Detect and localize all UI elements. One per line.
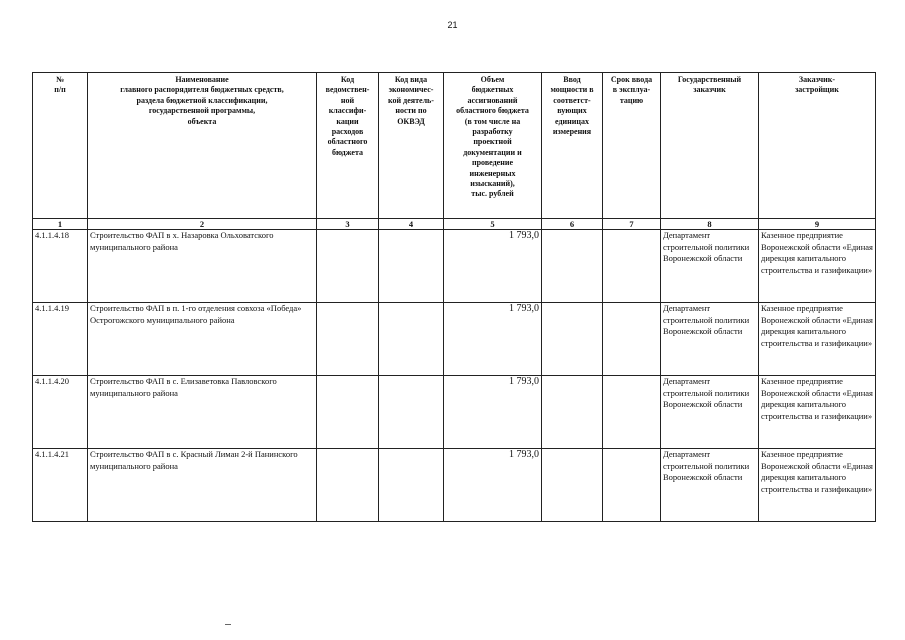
table-row: [33, 303, 876, 376]
budget-code: [317, 230, 379, 303]
column-number: 3: [317, 219, 379, 230]
column-number: 8: [661, 219, 759, 230]
header-row: [33, 73, 876, 219]
capacity: [542, 303, 603, 376]
okved-code: [379, 230, 444, 303]
column-number: 5: [444, 219, 542, 230]
budget-code: [317, 449, 379, 522]
capacity: [542, 449, 603, 522]
developer: Казенное предприятие Воронежской области «Единая дирекция капитального строительства и газификации»: [759, 303, 876, 376]
column-number: 9: [759, 219, 876, 230]
budget-amount: 1 793,0: [444, 376, 542, 449]
column-number: 7: [603, 219, 661, 230]
developer: Казенное предприятие Воронежской области «Единая дирекция капитального строительства и газификации»: [759, 376, 876, 449]
budget-amount: 1 793,0: [444, 449, 542, 522]
table-row: [33, 376, 876, 449]
header-cell: Объем бюджетных ассигнований областного бюджета (в том числе на разработку проектной документации и проведение инженерных изысканий), тыс. рублей: [444, 73, 542, 219]
state-customer: Департамент строительной политики Воронежской области: [661, 449, 759, 522]
okved-code: [379, 376, 444, 449]
object-name: Строительство ФАП в с. Красный Лиман 2-й Панинского муниципального района: [88, 449, 317, 522]
okved-code: [379, 449, 444, 522]
row-code: 4.1.1.4.20: [33, 376, 88, 449]
state-customer: Департамент строительной политики Воронежской области: [661, 376, 759, 449]
header-cell: Государственный заказчик: [661, 73, 759, 219]
object-name: Строительство ФАП в с. Елизаветовка Павловского муниципального района: [88, 376, 317, 449]
state-customer: Департамент строительной политики Воронежской области: [661, 303, 759, 376]
header-cell: Наименование главного распорядителя бюджетных средств, раздела бюджетной классификации, государственной программы, объекта: [88, 73, 317, 219]
page-number: 21: [447, 20, 458, 30]
commissioning-term: [603, 303, 661, 376]
row-code: 4.1.1.4.21: [33, 449, 88, 522]
column-number: 2: [88, 219, 317, 230]
capacity: [542, 376, 603, 449]
budget-table: [32, 72, 876, 522]
row-code: 4.1.1.4.19: [33, 303, 88, 376]
header-cell: Ввод мощности в соответст- вующих единицах измерения: [542, 73, 603, 219]
header-cell: № п/п: [33, 73, 88, 219]
developer: Казенное предприятие Воронежской области «Единая дирекция капитального строительства и газификации»: [759, 449, 876, 522]
column-number-row: [33, 219, 876, 230]
capacity: [542, 230, 603, 303]
scan-mark: [225, 624, 231, 625]
commissioning-term: [603, 230, 661, 303]
object-name: Строительство ФАП в х. Назаровка Ольховатского муниципального района: [88, 230, 317, 303]
budget-code: [317, 303, 379, 376]
header-cell: Код вида экономичес- кой деятель- ности по ОКВЭД: [379, 73, 444, 219]
budget-code: [317, 376, 379, 449]
developer: Казенное предприятие Воронежской области «Единая дирекция капитального строительства и газификации»: [759, 230, 876, 303]
header-cell: Код ведомствен- ной классифи- кации расходов областного бюджета: [317, 73, 379, 219]
commissioning-term: [603, 449, 661, 522]
okved-code: [379, 303, 444, 376]
header-cell: Заказчик- застройщик: [759, 73, 876, 219]
budget-amount: 1 793,0: [444, 303, 542, 376]
state-customer: Департамент строительной политики Воронежской области: [661, 230, 759, 303]
table-row: [33, 230, 876, 303]
header-cell: Срок ввода в эксплуа- тацию: [603, 73, 661, 219]
column-number: 1: [33, 219, 88, 230]
budget-amount: 1 793,0: [444, 230, 542, 303]
object-name: Строительство ФАП в п. 1-го отделения совхоза «Победа» Острогожского муниципального района: [88, 303, 317, 376]
row-code: 4.1.1.4.18: [33, 230, 88, 303]
column-number: 4: [379, 219, 444, 230]
column-number: 6: [542, 219, 603, 230]
table-row: [33, 449, 876, 522]
commissioning-term: [603, 376, 661, 449]
